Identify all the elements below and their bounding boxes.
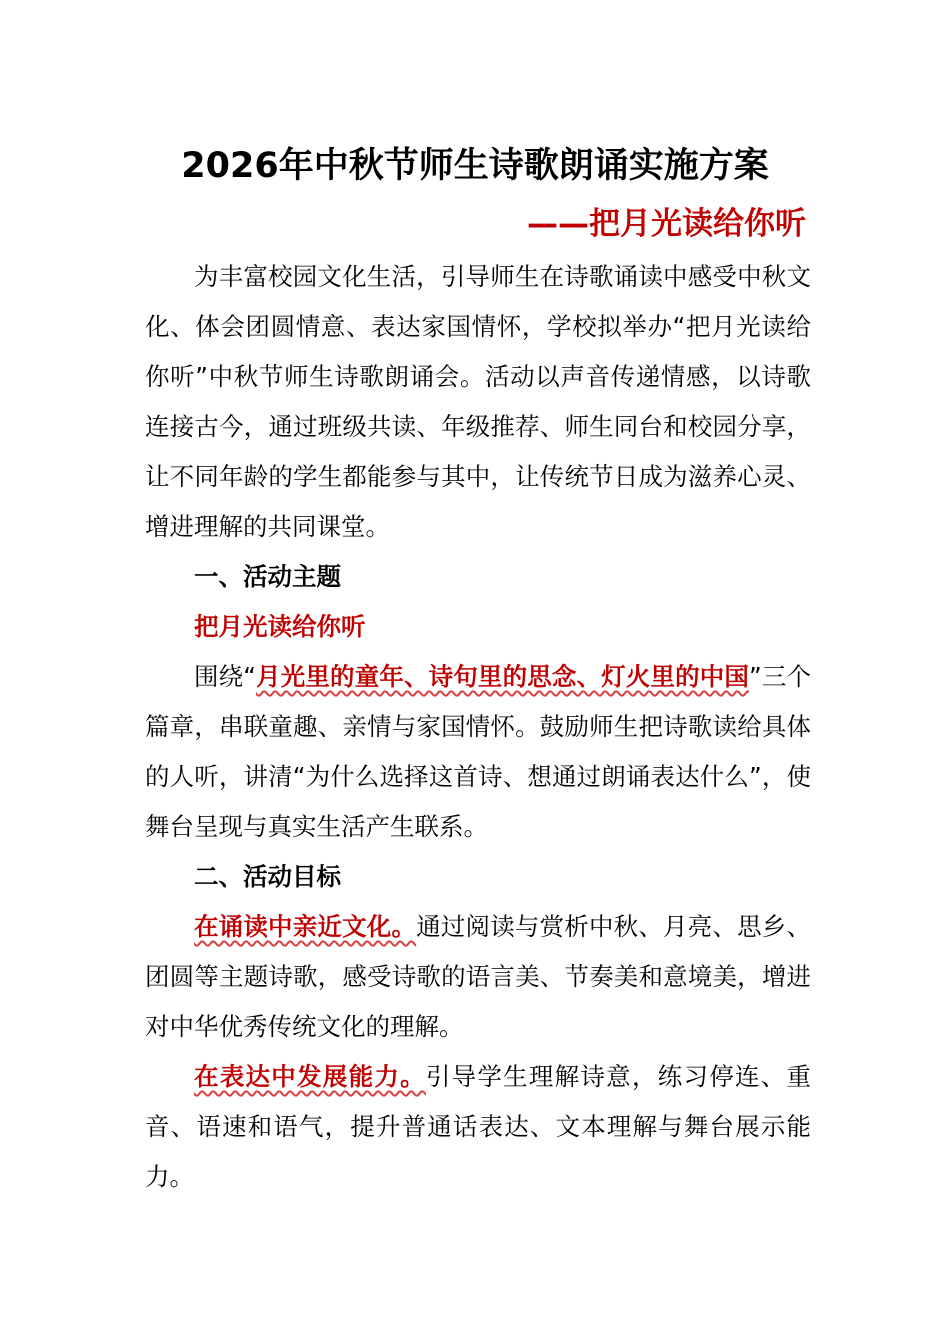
- theme-paragraph: [145, 652, 811, 852]
- goal-label: 在表达中发展能力。: [194, 1062, 426, 1091]
- section-heading-goals: 二、活动目标: [194, 862, 341, 891]
- intro-paragraph: 为丰富校园文化生活，引导师生在诗歌诵读中感受中秋文化、体会团圆情意、表达家国情怀，学校拟举办“把月光读给你听”中秋节师生诗歌朗诵会。活动以声音传递情感，以诗歌连接古今，通过班级共读、年级推荐、师生同台和校园分享，让不同年龄的学生都能参与其中，让传统节日成为滋养心灵、增进理解的共同课堂。: [145, 262, 811, 541]
- goal-label: 在诵读中亲近文化。: [194, 912, 417, 941]
- document-body: [145, 252, 811, 1202]
- section-heading-theme: 一、活动主题: [194, 562, 341, 591]
- goal-paragraph: [145, 1052, 811, 1202]
- document-title: 2026年中秋节师生诗歌朗诵实施方案: [181, 146, 769, 186]
- theme-text-before: 围绕“: [194, 662, 256, 691]
- goal-text: 引导学生理解诗意，练习停连、重音、语速和语气，提升普通话表达、文本理解与舞台展示能力。: [145, 1062, 812, 1191]
- document-subtitle: ——把月光读给你听: [527, 206, 806, 242]
- goal-paragraph: [145, 902, 811, 1052]
- theme-text-after: ”三个篇章，串联童趣、亲情与家国情怀。鼓励师生把诗歌读给具体的人听，讲清“为什么选择这首诗、想通过朗诵表达什么”，使舞台呈现与真实生活产生联系。: [145, 662, 811, 841]
- theme-name: 把月光读给你听: [194, 612, 366, 641]
- theme-highlight: 月光里的童年、诗句里的思念、灯火里的中国: [255, 662, 750, 691]
- goal-text: 通过阅读与赏析中秋、月亮、思乡、团圆等主题诗歌，感受诗歌的语言美、节奏美和意境美，增进对中华优秀传统文化的理解。: [145, 912, 811, 1041]
